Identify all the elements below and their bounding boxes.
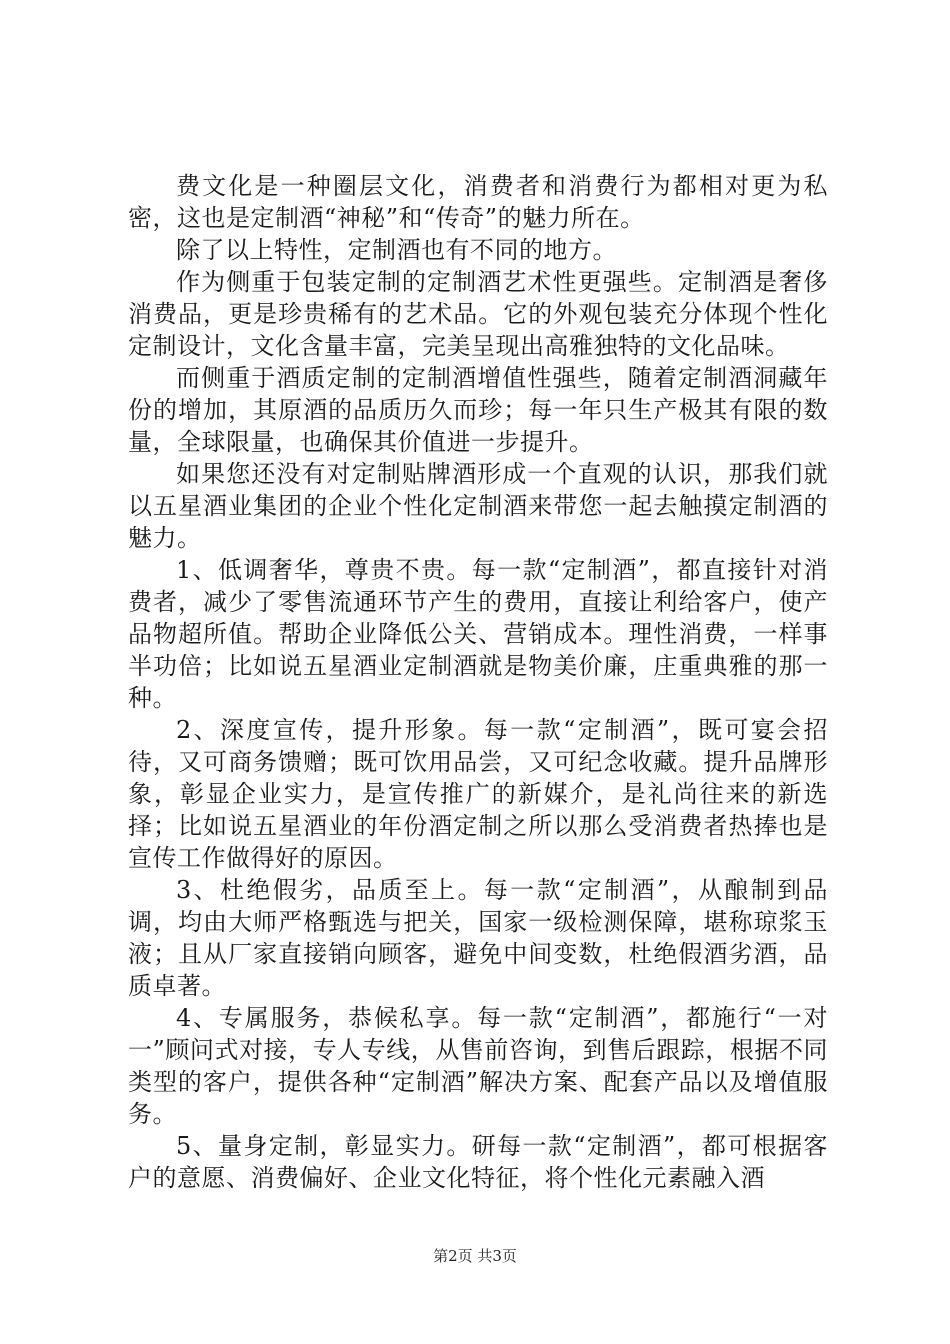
paragraph-4: 而侧重于酒质定制的定制酒增值性强些，随着定制酒洞藏年份的增加，其原酒的品质历久而珍；每一年只生产极其有限的数量，全球限量，也确保其价值进一步提升。: [128, 364, 828, 456]
paragraph-5: 如果您还没有对定制贴牌酒形成一个直观的认识，那我们就以五星酒业集团的企业个性化定制酒来带您一起去触摸定制酒的魅力。: [128, 460, 828, 552]
paragraph-7: 2、深度宣传，提升形象。每一款“定制酒”，既可宴会招待，又可商务馈赠；既可饮用品尝，又可纪念收藏。提升品牌形象，彰显企业实力，是宣传推广的新媒介，是礼尚往来的新选择；比如说五星酒业的年份酒定制之所以那么受消费者热捧也是宣传工作做得好的原因。: [128, 716, 828, 872]
paragraph-1: 费文化是一种圈层文化，消费者和消费行为都相对更为私密，这也是定制酒“神秘”和“传奇”的魅力所在。: [128, 172, 828, 232]
paragraph-6: 1、低调奢华，尊贵不贵。每一款“定制酒”，都直接针对消费者，减少了零售流通环节产生的费用，直接让利给客户，使产品物超所值。帮助企业降低公关、营销成本。理性消费，一样事半功倍；比如说五星酒业定制酒就是物美价廉，庄重典雅的那一种。: [128, 556, 828, 712]
document-body: [128, 170, 828, 1194]
paragraph-3: 作为侧重于包装定制的定制酒艺术性更强些。定制酒是奢侈消费品，更是珍贵稀有的艺术品。它的外观包装充分体现个性化定制设计，文化含量丰富，完美呈现出高雅独特的文化品味。: [128, 268, 828, 360]
page-footer: 第2页 共3页: [433, 1247, 517, 1265]
paragraph-9: 4、专属服务，恭候私享。每一款“定制酒”，都施行“一对一”顾问式对接，专人专线，从售前咨询，到售后跟踪，根据不同类型的客户，提供各种“定制酒”解决方案、配套产品以及增值服务。: [128, 1004, 828, 1128]
paragraph-2: 除了以上特性，定制酒也有不同的地方。: [176, 236, 617, 264]
paragraph-10: 5、量身定制，彰显实力。研每一款“定制酒”，都可根据客户的意愿、消费偏好、企业文化特征，将个性化元素融入酒: [128, 1132, 828, 1192]
paragraph-8: 3、杜绝假劣，品质至上。每一款“定制酒”，从酿制到品调，均由大师严格甄选与把关，国家一级检测保障，堪称琼浆玉液；且从厂家直接销向顾客，避免中间变数，杜绝假酒劣酒，品质卓著。: [128, 876, 828, 1000]
